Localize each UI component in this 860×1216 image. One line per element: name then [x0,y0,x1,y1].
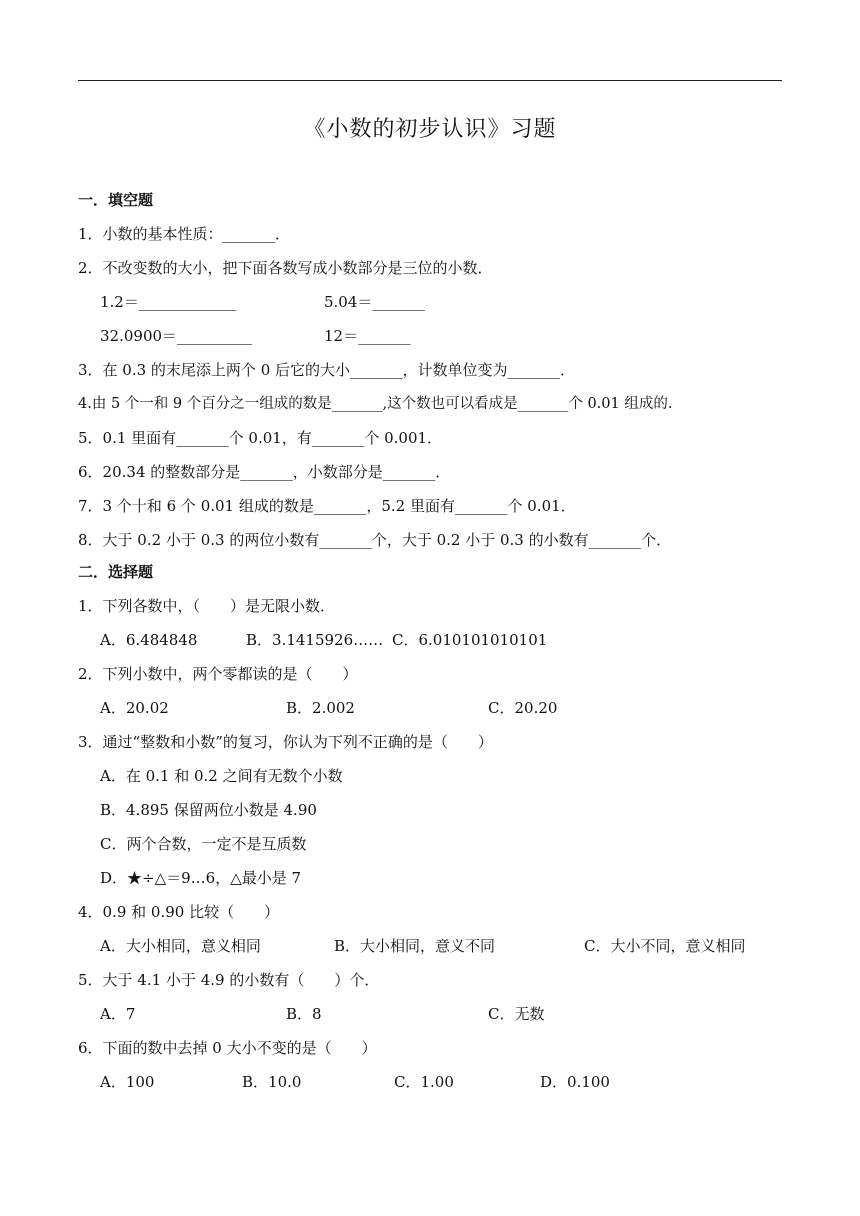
fill-question-2-item-a: 1.2＝_____________ [100,293,237,311]
choice-1-option-a: A．6.484848 [100,631,198,649]
fill-question-2-item-d: 12＝_______ [324,327,411,345]
choice-6-option-b: B．10.0 [242,1073,302,1091]
choice-question-6: 6．下面的数中去掉 0 大小不变的是（ ） [78,1039,377,1057]
choice-3-option-d: D．★÷△＝9…6，△最小是 7 [100,869,302,887]
fill-question-1: 1．小数的基本性质：_______． [78,225,291,243]
fill-question-2: 2．不改变数的大小，把下面各数写成小数部分是三位的小数． [78,259,493,277]
fill-question-2-item-b: 5.04＝_______ [324,293,425,311]
fill-question-4: 4.由 5 个一和 9 个百分之一组成的数是_______,这个数也可以看成是_______个 0.01 组成的. [78,396,673,412]
fill-question-6: 6．20.34 的整数部分是_______，小数部分是_______． [78,463,451,481]
choice-question-4: 4．0.9 和 0.90 比较（ ） [78,903,280,921]
choice-4-option-b: B．大小相同，意义不同 [334,937,496,955]
fill-question-2-item-c: 32.0900＝__________ [100,327,253,345]
choice-3-option-b: B．4.895 保留两位小数是 4.90 [100,801,317,819]
choice-4-option-a: A．大小相同，意义相同 [100,937,261,955]
choice-2-option-b: B．2.002 [286,699,355,717]
section-heading-fill: 一．填空题 [78,191,154,209]
choice-5-option-b: B．8 [286,1005,322,1023]
choice-4-option-c: C．大小不同，意义相同 [584,937,746,955]
choice-2-option-a: A．20.02 [100,699,169,717]
section-heading-choice: 二．选择题 [78,563,154,581]
choice-5-option-a: A．7 [100,1005,136,1023]
fill-question-5: 5．0.1 里面有_______个 0.01，有_______个 0.001． [78,429,443,447]
choice-question-2: 2．下列小数中，两个零都读的是（ ） [78,665,358,683]
choice-6-option-d: D．0.100 [540,1073,610,1091]
header-rule [78,80,782,81]
choice-6-option-a: A．100 [100,1073,155,1091]
choice-question-3: 3．通过“整数和小数”的复习，你认为下列不正确的是（ ） [78,733,493,751]
choice-5-option-c: C．无数 [488,1005,545,1023]
choice-1-option-b: B．3.1415926…… [246,631,384,649]
fill-question-7: 7．3 个十和 6 个 0.01 组成的数是_______，5.2 里面有_______个 0.01． [78,497,576,515]
choice-question-1: 1．下列各数中，（ ）是无限小数． [78,597,336,615]
choice-3-option-a: A．在 0.1 和 0.2 之间有无数个小数 [100,767,343,785]
choice-3-option-c: C．两个合数，一定不是互质数 [100,835,307,853]
choice-question-5: 5．大于 4.1 小于 4.9 的小数有（ ）个． [78,971,380,989]
choice-6-option-c: C．1.00 [394,1073,454,1091]
choice-2-option-c: C．20.20 [488,699,558,717]
fill-question-8: 8．大于 0.2 小于 0.3 的两位小数有_______个，大于 0.2 小于 0.3 的小数有_______个． [78,531,672,549]
choice-1-option-c: C．6.010101010101 [392,631,548,649]
fill-question-3: 3．在 0.3 的末尾添上两个 0 后它的大小_______，计数单位变为_______． [78,361,576,379]
page-title: 《小数的初步认识》习题 [303,117,557,142]
